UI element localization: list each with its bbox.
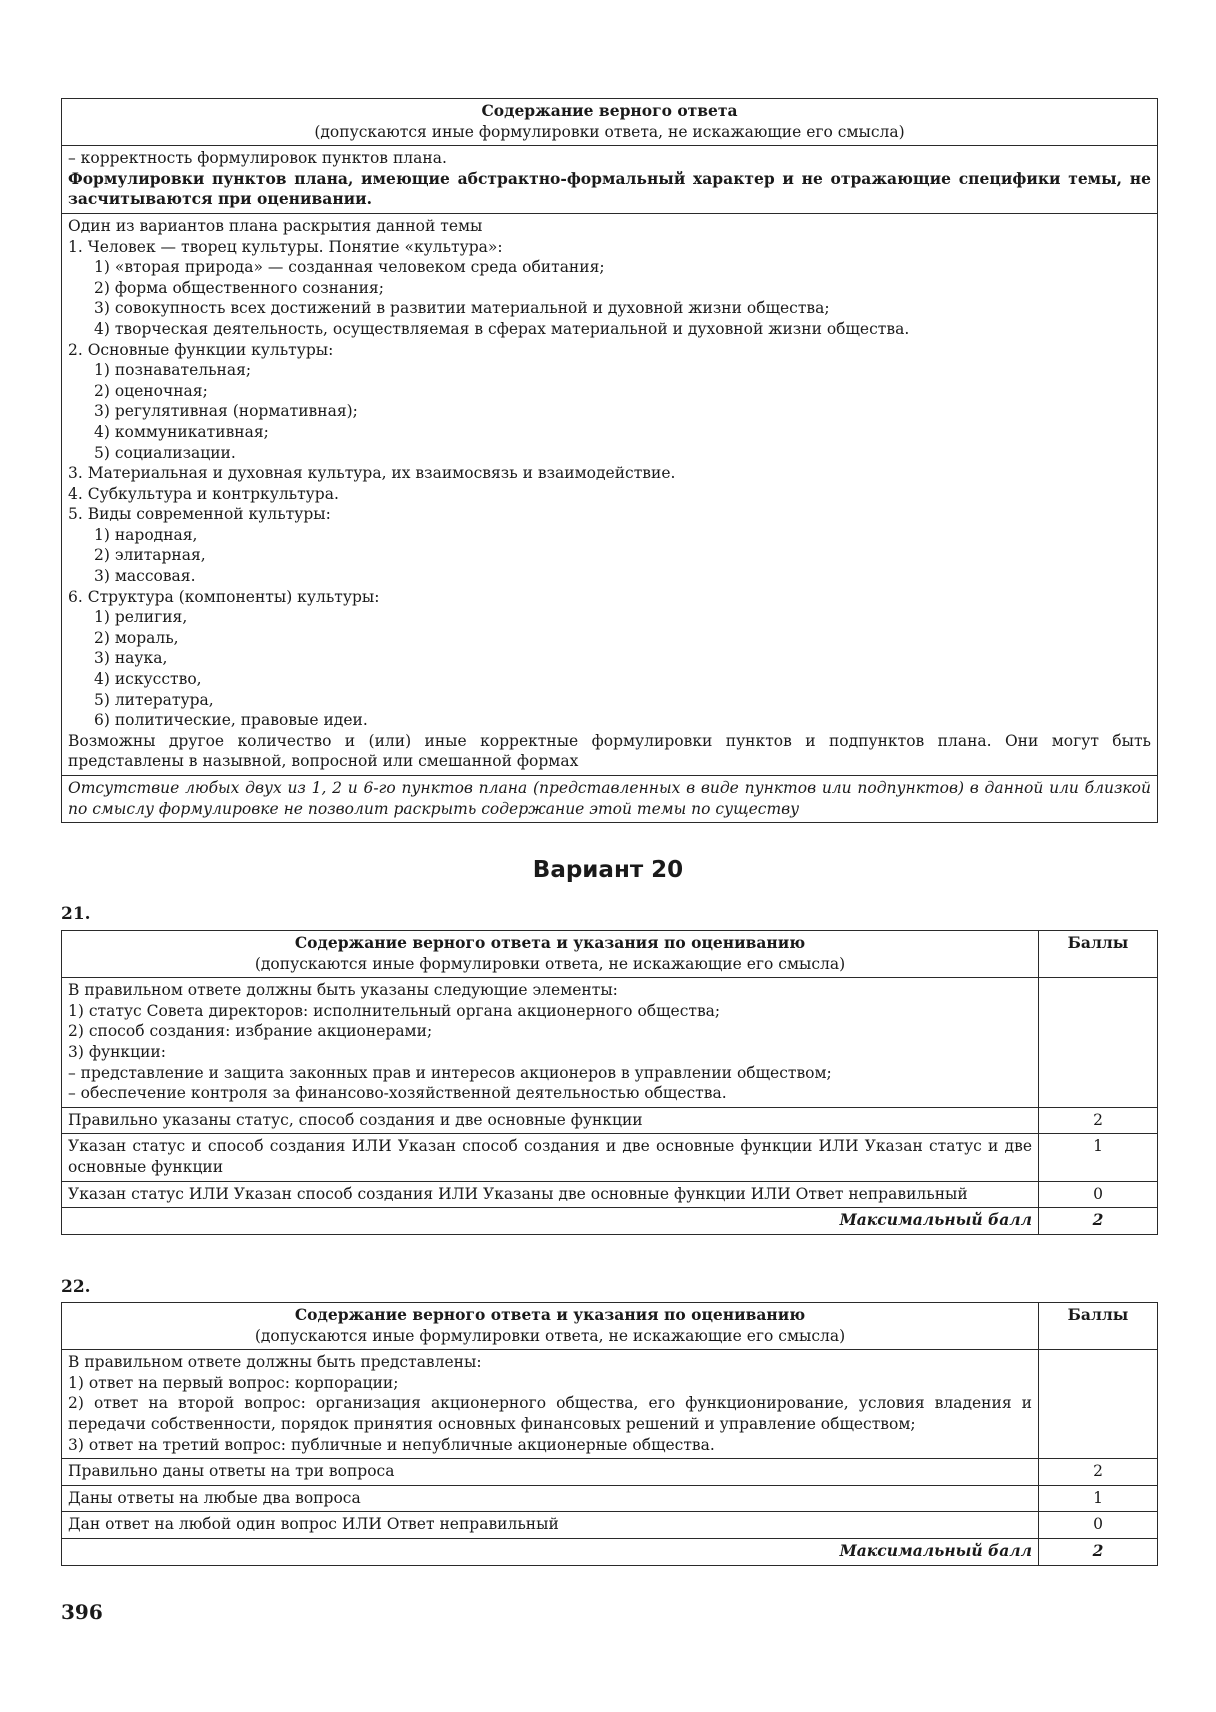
score-criterion: Дан ответ на любой один вопрос ИЛИ Ответ неправильный	[62, 1512, 1039, 1539]
q21-score-header: Баллы	[1039, 931, 1158, 978]
plan-item: 4. Субкультура и контркультура.	[68, 484, 339, 503]
plan-item: 3. Материальная и духовная культура, их взаимосвязь и взаимодействие.	[68, 464, 676, 483]
plan-table	[61, 98, 1158, 823]
plan-subitem: 4) коммуникативная;	[94, 422, 269, 441]
q21-score-row	[62, 1134, 1158, 1181]
plan-subitem: 2) форма общественного сознания;	[94, 278, 384, 297]
answer-line: 1) ответ на первый вопрос: корпорации;	[68, 1373, 399, 1392]
max-score-label: Максимальный балл	[62, 1208, 1039, 1235]
answer-line: 3) функции:	[68, 1042, 166, 1061]
q21-answer-row	[62, 978, 1158, 1108]
max-score-label: Максимальный балл	[62, 1538, 1039, 1565]
plan-item: 6. Структура (компоненты) культуры:	[68, 587, 380, 606]
plan-subitem: 6) политические, правовые идеи.	[94, 711, 368, 730]
q21-header-title: Содержание верного ответа и указания по оцениванию	[294, 933, 806, 952]
max-score-value: 2	[1039, 1538, 1158, 1565]
q22-answer-row	[62, 1350, 1158, 1459]
answer-line: – обеспечение контроля за финансово-хозяйственной деятельностью общества.	[68, 1084, 727, 1103]
plan-italic-row	[62, 776, 1158, 823]
plan-subitem: 4) искусство,	[94, 670, 202, 689]
plan-item: 2. Основные функции культуры:	[68, 340, 334, 359]
plan-subitem: 1) народная,	[94, 525, 198, 544]
score-criterion: Правильно указаны статус, способ создания и две основные функции	[62, 1107, 1039, 1134]
answer-line: 1) статус Совета директоров: исполнительный органа акционерного общества;	[68, 1001, 721, 1020]
plan-subitem: 1) «вторая природа» — созданная человеком среда обитания;	[94, 258, 605, 277]
plan-subitem: 1) религия,	[94, 608, 188, 627]
score-value: 1	[1039, 1485, 1158, 1512]
plan-subitem: 3) регулятивная (нормативная);	[94, 402, 358, 421]
question-number-21: 21.	[61, 904, 91, 924]
q22-score-row	[62, 1485, 1158, 1512]
page-number: 396	[61, 1600, 103, 1624]
plan-intro: Один из вариантов плана раскрытия данной темы	[68, 216, 483, 235]
q22-header-title: Содержание верного ответа и указания по оцениванию	[294, 1305, 806, 1324]
q21-header-sub: (допускаются иные формулировки ответа, не искажающие его смысла)	[254, 954, 846, 973]
score-criterion: Указан статус и способ создания ИЛИ Указан способ создания и две основные функции ИЛИ Указан статус и две основные функции	[62, 1134, 1039, 1181]
q22-score-row	[62, 1459, 1158, 1486]
score-value: 1	[1039, 1134, 1158, 1181]
question-number-22: 22.	[61, 1277, 91, 1297]
q21-max-row	[62, 1208, 1158, 1235]
score-criterion: Указан статус ИЛИ Указан способ создания ИЛИ Указаны две основные функции ИЛИ Ответ неправильный	[62, 1181, 1039, 1208]
plan-header-title: Содержание верного ответа	[481, 101, 738, 120]
plan-subitem: 2) мораль,	[94, 628, 179, 647]
score-value: 2	[1039, 1107, 1158, 1134]
q22-max-row	[62, 1538, 1158, 1565]
plan-italic-note: Отсутствие любых двух из 1, 2 и 6-го пунктов плана (представленных в виде пунктов или подпунктов) в данной или близкой по смыслу формулировке не позволит раскрыть содержание этой темы по существу	[62, 776, 1158, 823]
answer-line: 2) способ создания: избрание акционерами;	[68, 1022, 433, 1041]
score-criterion: Правильно даны ответы на три вопроса	[62, 1459, 1039, 1486]
q21-score-row	[62, 1181, 1158, 1208]
plan-body-row	[62, 213, 1158, 775]
plan-criteria-row	[62, 146, 1158, 214]
q22-header-sub: (допускаются иные формулировки ответа, не искажающие его смысла)	[254, 1326, 846, 1345]
plan-subitem: 2) элитарная,	[94, 546, 206, 565]
variant-title: Вариант 20	[532, 857, 684, 883]
max-score-value: 2	[1039, 1208, 1158, 1235]
plan-subitem: 5) литература,	[94, 690, 214, 709]
plan-item: 1. Человек — творец культуры. Понятие «культура»:	[68, 237, 503, 256]
plan-item: 5. Виды современной культуры:	[68, 505, 331, 524]
q22-score-header: Баллы	[1039, 1303, 1158, 1350]
q21-score-row	[62, 1107, 1158, 1134]
plan-subitem: 5) социализации.	[94, 443, 236, 462]
answer-line: В правильном ответе должны быть представлены:	[68, 1353, 482, 1372]
plan-note: Возможны другое количество и (или) иные корректные формулировки пунктов и подпунктов плана. Они могут быть представлены в назывной, вопросной или смешанной формах	[68, 731, 1151, 771]
answer-line: 2) ответ на второй вопрос: организация акционерного общества, его функционирование, условия владения и передачи собственности, порядок принятия основных финансовых решений и управление обществом;	[68, 1394, 1032, 1433]
plan-subitem: 2) оценочная;	[94, 381, 208, 400]
answer-line: – представление и защита законных прав и интересов акционеров в управлении обществом;	[68, 1063, 832, 1082]
score-value: 0	[1039, 1181, 1158, 1208]
answer-line: В правильном ответе должны быть указаны следующие элементы:	[68, 981, 618, 1000]
q22-table	[61, 1302, 1158, 1566]
q21-header-row	[62, 931, 1158, 978]
score-value: 0	[1039, 1512, 1158, 1539]
q21-table	[61, 930, 1158, 1235]
plan-header-sub: (допускаются иные формулировки ответа, не искажающие его смысла)	[314, 122, 905, 141]
plan-subitem: 3) наука,	[94, 649, 168, 668]
plan-subitem: 4) творческая деятельность, осуществляемая в сферах материальной и духовной жизни общества.	[94, 319, 910, 338]
plan-subitem: 3) совокупность всех достижений в развитии материальной и духовной жизни общества;	[94, 299, 830, 318]
criteria-line: – корректность формулировок пунктов плана.	[68, 149, 447, 168]
score-criterion: Даны ответы на любые два вопроса	[62, 1485, 1039, 1512]
plan-table-header	[62, 99, 1158, 146]
criteria-bold: Формулировки пунктов плана, имеющие абстрактно-формальный характер и не отражающие специфики темы, не засчитываются при оценивании.	[68, 168, 1151, 209]
q22-header-row	[62, 1303, 1158, 1350]
plan-subitem: 1) познавательная;	[94, 361, 252, 380]
answer-line: 3) ответ на третий вопрос: публичные и непубличные акционерные общества.	[68, 1435, 715, 1454]
plan-subitem: 3) массовая.	[94, 567, 196, 586]
score-value: 2	[1039, 1459, 1158, 1486]
q22-score-row	[62, 1512, 1158, 1539]
